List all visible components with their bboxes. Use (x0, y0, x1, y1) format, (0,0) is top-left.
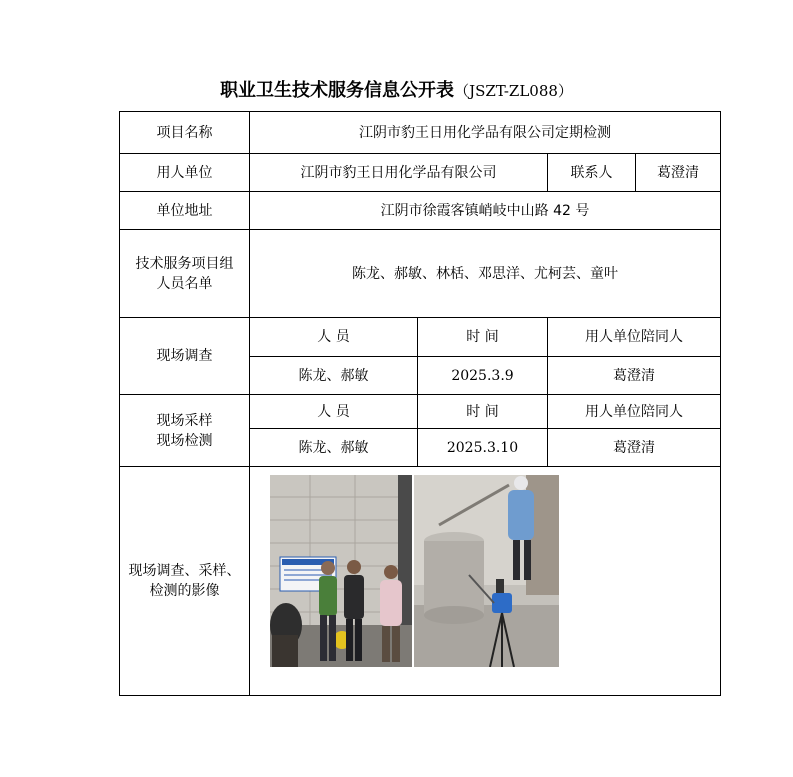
row-images (120, 467, 721, 696)
team-label-line2: 人员名单 (156, 275, 213, 292)
survey-personnel: 陈龙、郝敏 (250, 357, 418, 395)
page-title (0, 76, 793, 102)
sampling-site-photo (414, 475, 559, 667)
row-sampling-header (120, 395, 721, 429)
team-label (120, 230, 250, 318)
title-main: 职业卫生技术服务信息公开表 (220, 80, 455, 101)
survey-col-escort: 用人单位陪同人 (548, 318, 721, 357)
images-cell (250, 467, 721, 696)
survey-col-personnel: 人 员 (250, 318, 418, 357)
employer-label: 用人单位 (120, 154, 250, 192)
contact-value: 葛澄清 (636, 154, 721, 192)
images-label-line1: 现场调查、采样、 (128, 563, 241, 579)
sampling-time: 2025.3.10 (418, 429, 548, 467)
address-value: 江阴市徐霞客镇峭岐中山路 42 号 (250, 192, 721, 230)
project-value: 江阴市豹王日用化学品有限公司定期检测 (250, 112, 721, 154)
survey-escort: 葛澄清 (548, 357, 721, 395)
sampling-escort: 葛澄清 (548, 429, 721, 467)
row-address (120, 192, 721, 230)
team-label-line1: 技术服务项目组 (135, 255, 234, 272)
project-label: 项目名称 (120, 112, 250, 154)
photo-gallery (250, 468, 720, 695)
sampling-col-escort: 用人单位陪同人 (548, 395, 721, 429)
row-survey-header (120, 318, 721, 357)
address-label: 单位地址 (120, 192, 250, 230)
sampling-label-line1: 现场采样 (156, 412, 213, 429)
survey-label: 现场调查 (120, 318, 250, 395)
row-team (120, 230, 721, 318)
team-value: 陈龙、郝敏、林栝、邓思洋、尤柯芸、童叶 (250, 230, 721, 318)
survey-group-photo (270, 475, 412, 667)
employer-value: 江阴市豹王日用化学品有限公司 (250, 154, 548, 192)
contact-label: 联系人 (548, 154, 636, 192)
row-project (120, 112, 721, 154)
sampling-col-time: 时 间 (418, 395, 548, 429)
survey-col-time: 时 间 (418, 318, 548, 357)
sampling-label (120, 395, 250, 467)
sampling-label-line2: 现场检测 (156, 432, 213, 449)
row-employer (120, 154, 721, 192)
survey-time: 2025.3.9 (418, 357, 548, 395)
sampling-col-personnel: 人 员 (250, 395, 418, 429)
images-label-line2: 检测的影像 (149, 583, 220, 599)
title-code: （JSZT-ZL088） (454, 82, 573, 100)
sampling-personnel: 陈龙、郝敏 (250, 429, 418, 467)
info-table (119, 111, 721, 696)
images-label (120, 467, 250, 696)
